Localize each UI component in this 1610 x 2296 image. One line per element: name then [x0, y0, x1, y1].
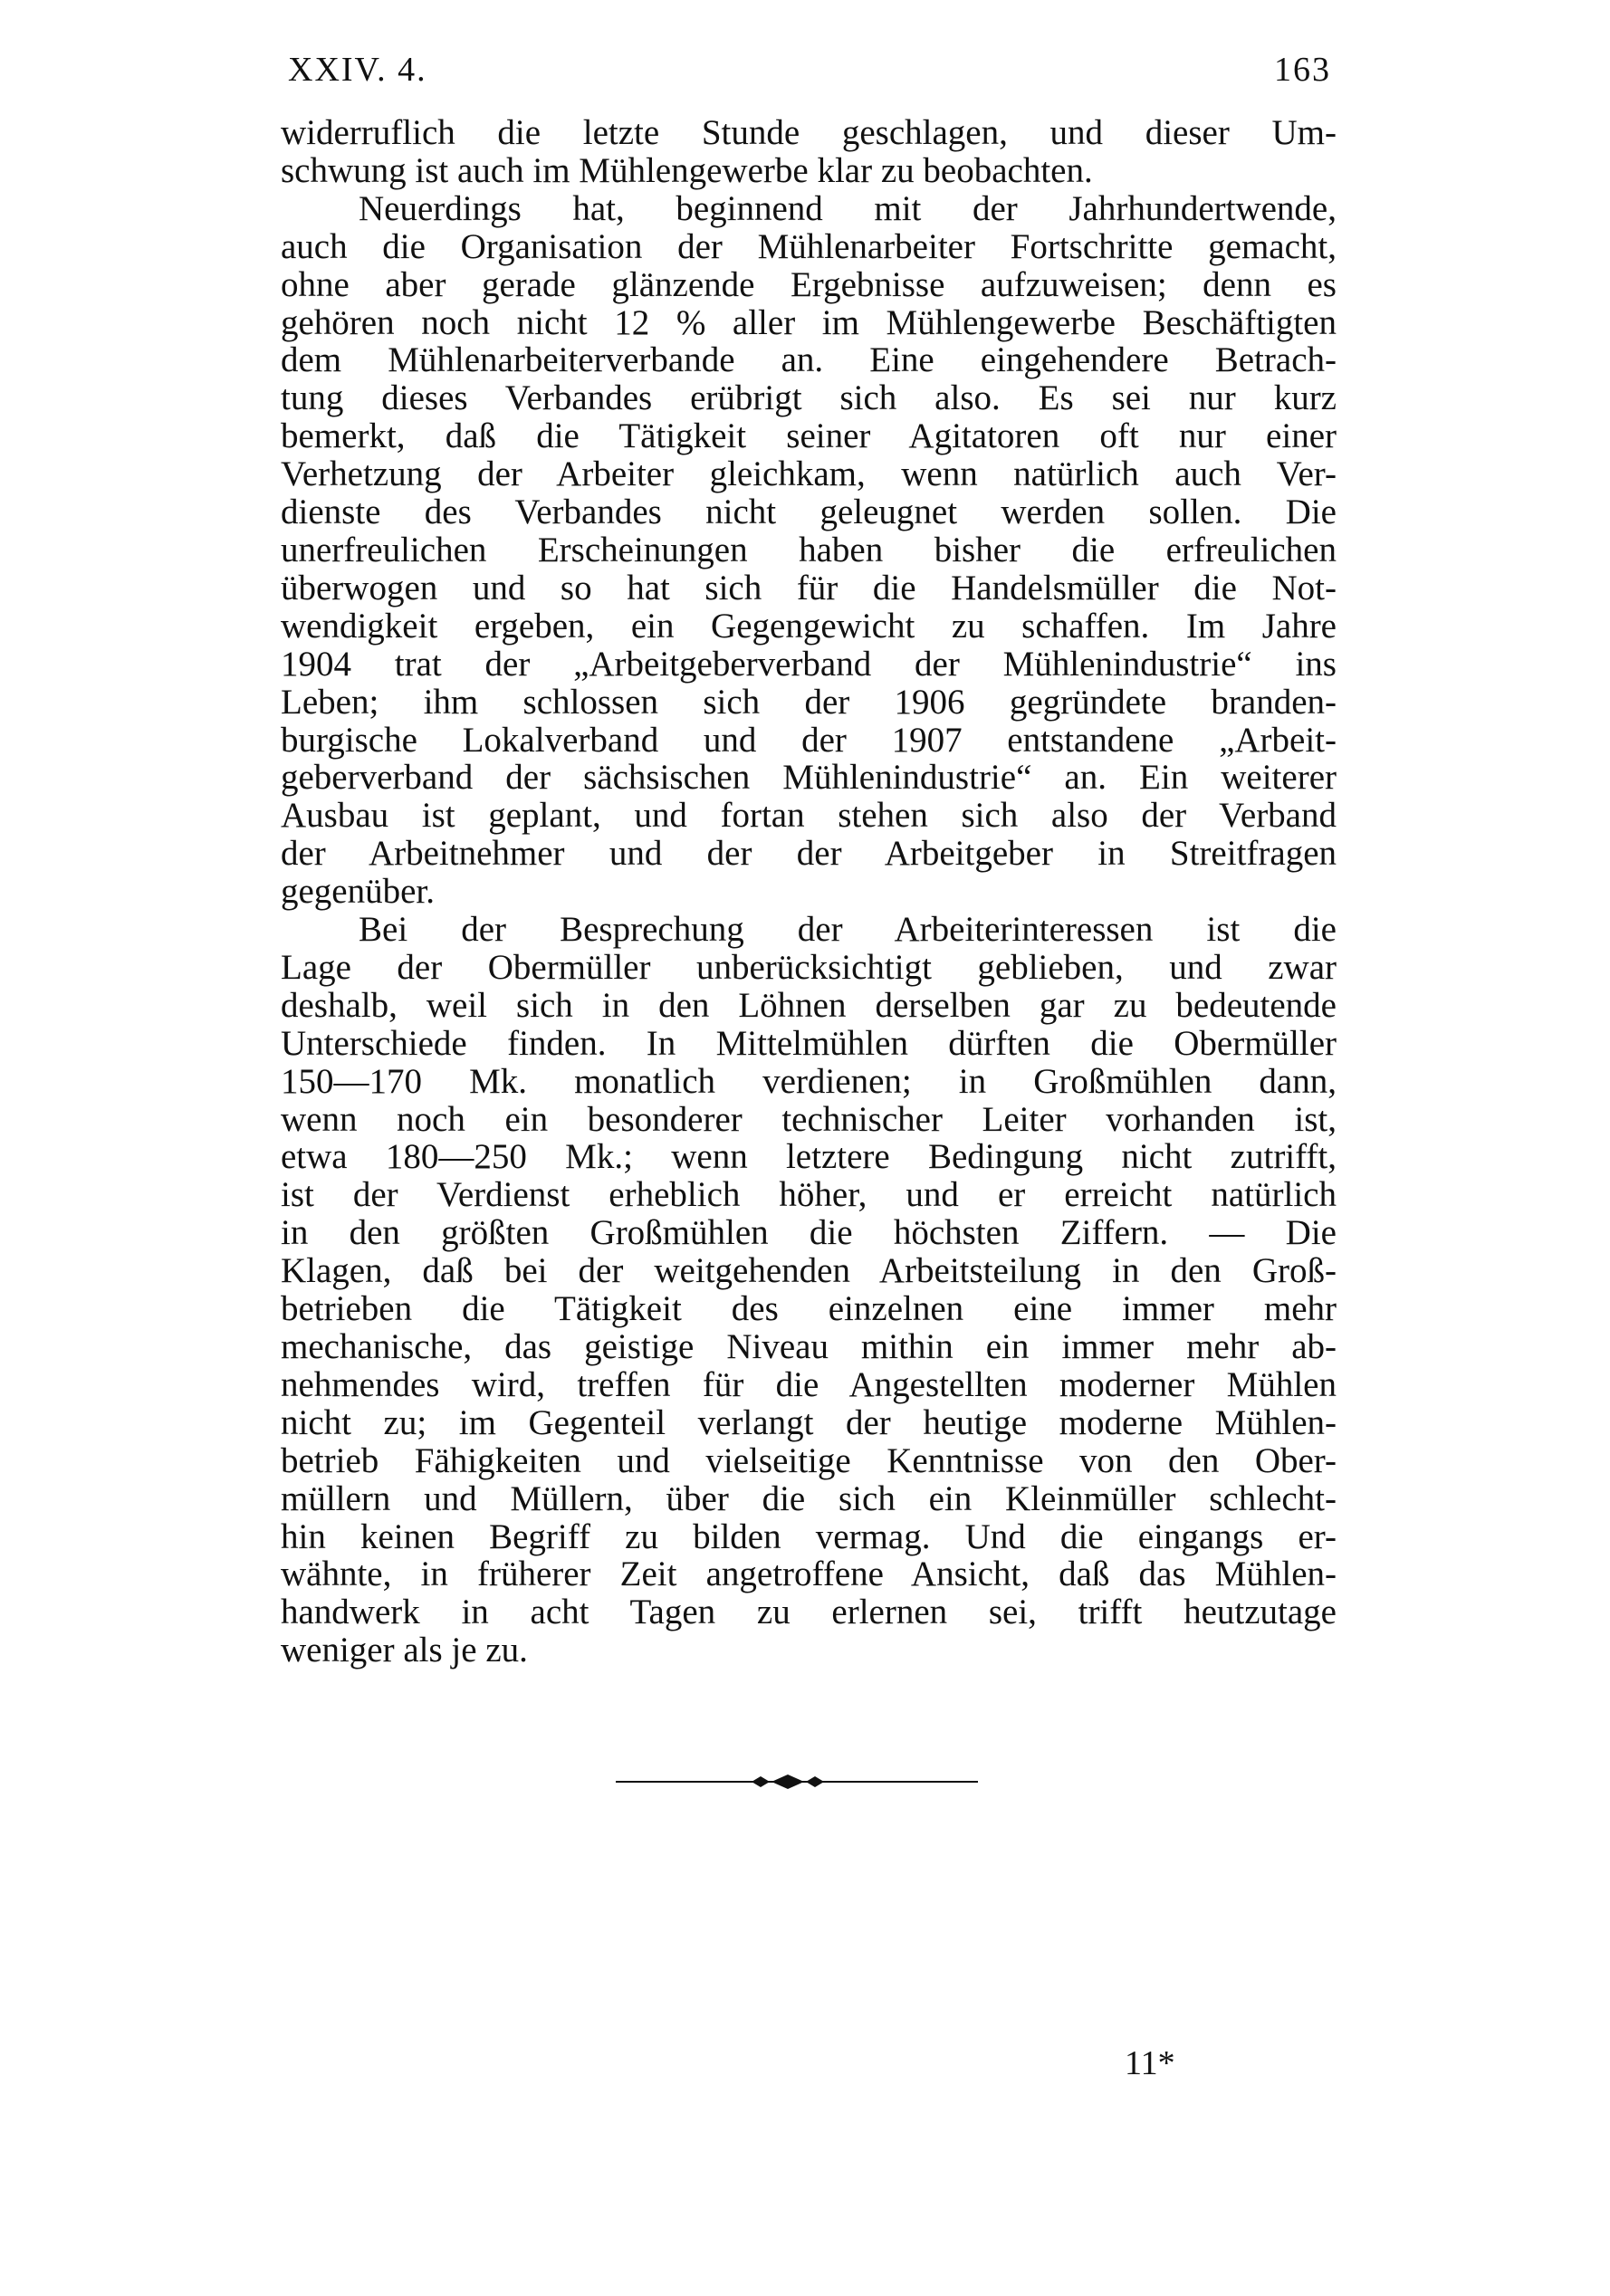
- text-line: wendigkeit ergeben, ein Gegengewicht zu schaffen. Im Jahre: [281, 606, 1337, 646]
- text-line: müllern und Müllern, über die sich ein Kleinmüller schlecht-: [281, 1478, 1337, 1518]
- text-line: Unterschiede finden. In Mittelmühlen dürften die Obermüller: [281, 1023, 1337, 1063]
- text-line: geberverband der sächsischen Mühlenindustrie“ an. Ein weiterer: [281, 758, 1337, 798]
- text-line: etwa 180—250 Mk.; wenn letztere Bedingung nicht zutrifft,: [281, 1137, 1337, 1177]
- body-text: [281, 114, 1337, 1669]
- text-line: betrieb Fähigkeiten und vielseitige Kenntnisse von den Ober-: [281, 1440, 1337, 1480]
- text-line: wähnte, in früherer Zeit angetroffene Ansicht, daß das Mühlen-: [281, 1555, 1337, 1594]
- text-line: in den größten Großmühlen die höchsten Ziffern. — Die: [281, 1213, 1337, 1253]
- text-line: dem Mühlenarbeiterverbande an. Eine eingehendere Betrach-: [281, 340, 1337, 380]
- text-line: weniger als je zu.: [281, 1631, 528, 1670]
- text-line: Lage der Obermüller unberücksichtigt geblieben, und zwar: [281, 947, 1337, 987]
- text-line: Verhetzung der Arbeiter gleichkam, wenn natürlich auch Ver-: [281, 454, 1337, 494]
- text-line: handwerk in acht Tagen zu erlernen sei, trifft heutzutage: [281, 1593, 1337, 1632]
- text-line: burgische Lokalverband und der 1907 entstandene „Arbeit-: [281, 720, 1337, 760]
- text-line: mechanische, das geistige Niveau mithin ein immer mehr ab-: [281, 1327, 1337, 1366]
- text-line: gegenüber.: [281, 872, 436, 912]
- section-end-ornament: [616, 1771, 978, 1793]
- text-line: auch die Organisation der Mühlenarbeiter Fortschritte gemacht,: [281, 226, 1337, 266]
- text-line: Leben; ihm schlossen sich der 1906 gegründete branden-: [281, 682, 1337, 722]
- text-line: widerruflich die letzte Stunde geschlagen, und dieser Um-: [281, 113, 1337, 152]
- text-line: schwung ist auch im Mühlengewerbe klar zu beobachten.: [281, 150, 1093, 190]
- text-line: betrieben die Tätigkeit des einzelnen eine immer mehr: [281, 1289, 1337, 1329]
- text-line: gehören noch nicht 12 % aller im Mühlengewerbe Beschäftigten: [281, 302, 1337, 342]
- text-line: überwogen und so hat sich für die Handelsmüller die Not-: [281, 568, 1337, 607]
- text-line: 150—170 Mk. monatlich verdienen; in Großmühlen dann,: [281, 1061, 1337, 1101]
- text-line: deshalb, weil sich in den Löhnen derselben gar zu bedeutende: [281, 985, 1337, 1025]
- text-line: hin keinen Begriff zu bilden vermag. Und die eingangs er-: [281, 1516, 1337, 1556]
- text-line: Ausbau ist geplant, und fortan stehen sich also der Verband: [281, 796, 1337, 836]
- text-line: Neuerdings hat, beginnend mit der Jahrhundertwende,: [359, 188, 1337, 228]
- text-line: bemerkt, daß die Tätigkeit seiner Agitatoren oft nur einer: [281, 416, 1337, 456]
- text-line: dienste des Verbandes nicht geleugnet werden sollen. Die: [281, 493, 1337, 532]
- text-line: ohne aber gerade glänzende Ergebnisse aufzuweisen; denn es: [281, 264, 1337, 304]
- text-line: ist der Verdienst erheblich höher, und er erreicht natürlich: [281, 1175, 1337, 1215]
- text-line: Bei der Besprechung der Arbeiterinteressen ist die: [359, 910, 1337, 950]
- text-line: tung dieses Verbandes erübrigt sich also. Es sei nur kurz: [281, 378, 1337, 418]
- text-line: Klagen, daß bei der weitgehenden Arbeitsteilung in den Groß-: [281, 1251, 1337, 1291]
- text-line: wenn noch ein besonderer technischer Leiter vorhanden ist,: [281, 1099, 1337, 1139]
- section-number: XXIV. 4.: [288, 51, 427, 89]
- text-line: der Arbeitnehmer und der der Arbeitgeber in Streitfragen: [281, 834, 1337, 874]
- text-line: nicht zu; im Gegenteil verlangt der heutige moderne Mühlen-: [281, 1402, 1337, 1442]
- text-line: 1904 trat der „Arbeitgeberverband der Mühlenindustrie“ ins: [281, 644, 1337, 684]
- text-line: nehmendes wird, treffen für die Angestellten moderner Mühlen: [281, 1364, 1337, 1404]
- signature-mark: 11*: [1125, 2044, 1175, 2082]
- text-line: unerfreulichen Erscheinungen haben bisher die erfreulichen: [281, 530, 1337, 569]
- running-head: [288, 53, 1331, 87]
- page-number: 163: [1274, 51, 1331, 89]
